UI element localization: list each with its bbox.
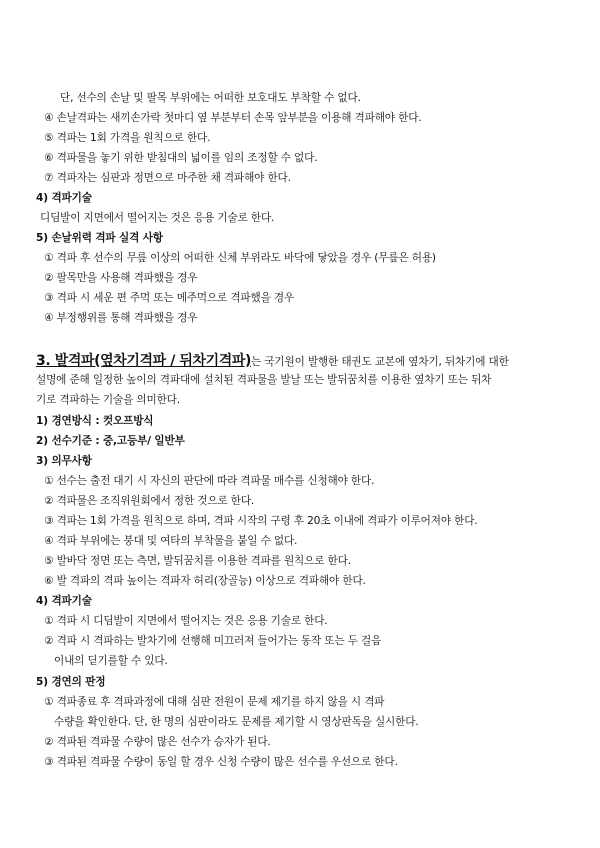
subheading-disqualification: 5) 손날위력 격파 실격 사항 [36,232,163,244]
disqualification-item: ③ 격파 시 세운 편 주먹 또는 메주먹으로 격파했을 경우 [44,292,295,304]
judgment-item-continuation: 수량을 확인한다. 단, 한 명의 심판이라도 문제를 제기할 시 영상판독을 실시한다. [54,716,419,728]
section-intro-line: 기로 격파하는 기술을 의미한다. [36,394,180,406]
rule-item: ⑥ 격파물을 놓기 위한 받침대의 넓이를 임의 조정할 수 없다. [44,152,318,164]
judgment-item: ① 격파종료 후 격파과정에 대해 심판 전원이 문제 제기를 하지 않을 시 격파 [44,696,385,708]
technique-item: ② 격파 시 격파하는 발차기에 선행해 미끄러져 들어가는 동작 또는 두 걸음 [44,635,382,647]
disqualification-item: ① 격파 후 선수의 무릎 이상의 어떠한 신체 부위라도 바닥에 닿았을 경우 (무릎은 허용) [44,252,436,264]
duty-item: ⑤ 발바닥 정면 또는 측면, 발뒤꿈치를 이용한 격파를 원칙으로 한다. [44,555,351,567]
section-intro-line: 설명에 준해 일정한 높이의 격파대에 설치된 격파물을 발날 또는 발뒤꿈치를 이용한 옆차기 또는 뒤차 [36,374,492,386]
disqualification-item: ② 팔목만을 사용해 격파했을 경우 [44,272,198,284]
duty-item: ⑥ 발 격파의 격파 높이는 격파자 허리(장골능) 이상으로 격파해야 한다. [44,575,366,587]
judgment-item: ② 격파된 격파물 수량이 많은 선수가 승자가 된다. [44,736,271,748]
section-heading: 3. 발격파(옆차기격파 / 뒤차기격파) [36,353,252,369]
rule-item: ⑦ 격파자는 심판과 정면으로 마주한 채 격파해야 한다. [44,172,291,184]
subheading-technique: 4) 격파기술 [36,192,92,204]
duty-item: ③ 격파는 1회 가격을 원칙으로 하며, 격파 시작의 구령 후 20초 이내에 격파가 이루어져야 한다. [44,515,478,527]
rule-item: ⑤ 격파는 1회 가격을 원칙으로 한다. [44,132,211,144]
judgment-item: ③ 격파된 격파물 수량이 동일 할 경우 신청 수량이 많은 선수를 우선으로 한다. [44,756,398,768]
duty-item: ④ 격파 부위에는 붕대 및 여타의 부착물을 붙일 수 없다. [44,535,298,547]
subheading-judgment: 5) 경연의 판정 [36,676,106,688]
section-heading-row [36,350,509,370]
technique-text: 디딤발이 지면에서 떨어지는 것은 응용 기술로 한다. [40,212,275,224]
continuation-line: 단, 선수의 손날 및 팔목 부위에는 어떠한 보호대도 부착할 수 없다. [60,92,361,104]
subheading-method: 1) 경연방식 : 컷오프방식 [36,415,154,427]
disqualification-item: ④ 부정행위를 통해 격파했을 경우 [44,312,198,324]
duty-item: ① 선수는 출전 대기 시 자신의 판단에 따라 격파물 매수를 신청해야 한다. [44,475,375,487]
subheading-technique: 4) 격파기술 [36,595,92,607]
subheading-criteria: 2) 선수기준 : 중,고등부/ 일반부 [36,435,185,447]
subheading-duties: 3) 의무사항 [36,455,92,467]
section-intro-start: 는 국기원이 발행한 태권도 교본에 옆차기, 뒤차기에 대한 [251,356,509,368]
technique-item-continuation: 이내의 딛기를할 수 있다. [54,655,168,667]
technique-item: ① 격파 시 디딤발이 지면에서 떨어지는 것은 응용 기술로 한다. [44,615,328,627]
rule-item: ④ 손날격파는 새끼손가락 첫마디 옆 부분부터 손목 앞부분을 이용해 격파해야 한다. [44,112,422,124]
duty-item: ② 격파물은 조직위원회에서 정한 것으로 한다. [44,495,255,507]
